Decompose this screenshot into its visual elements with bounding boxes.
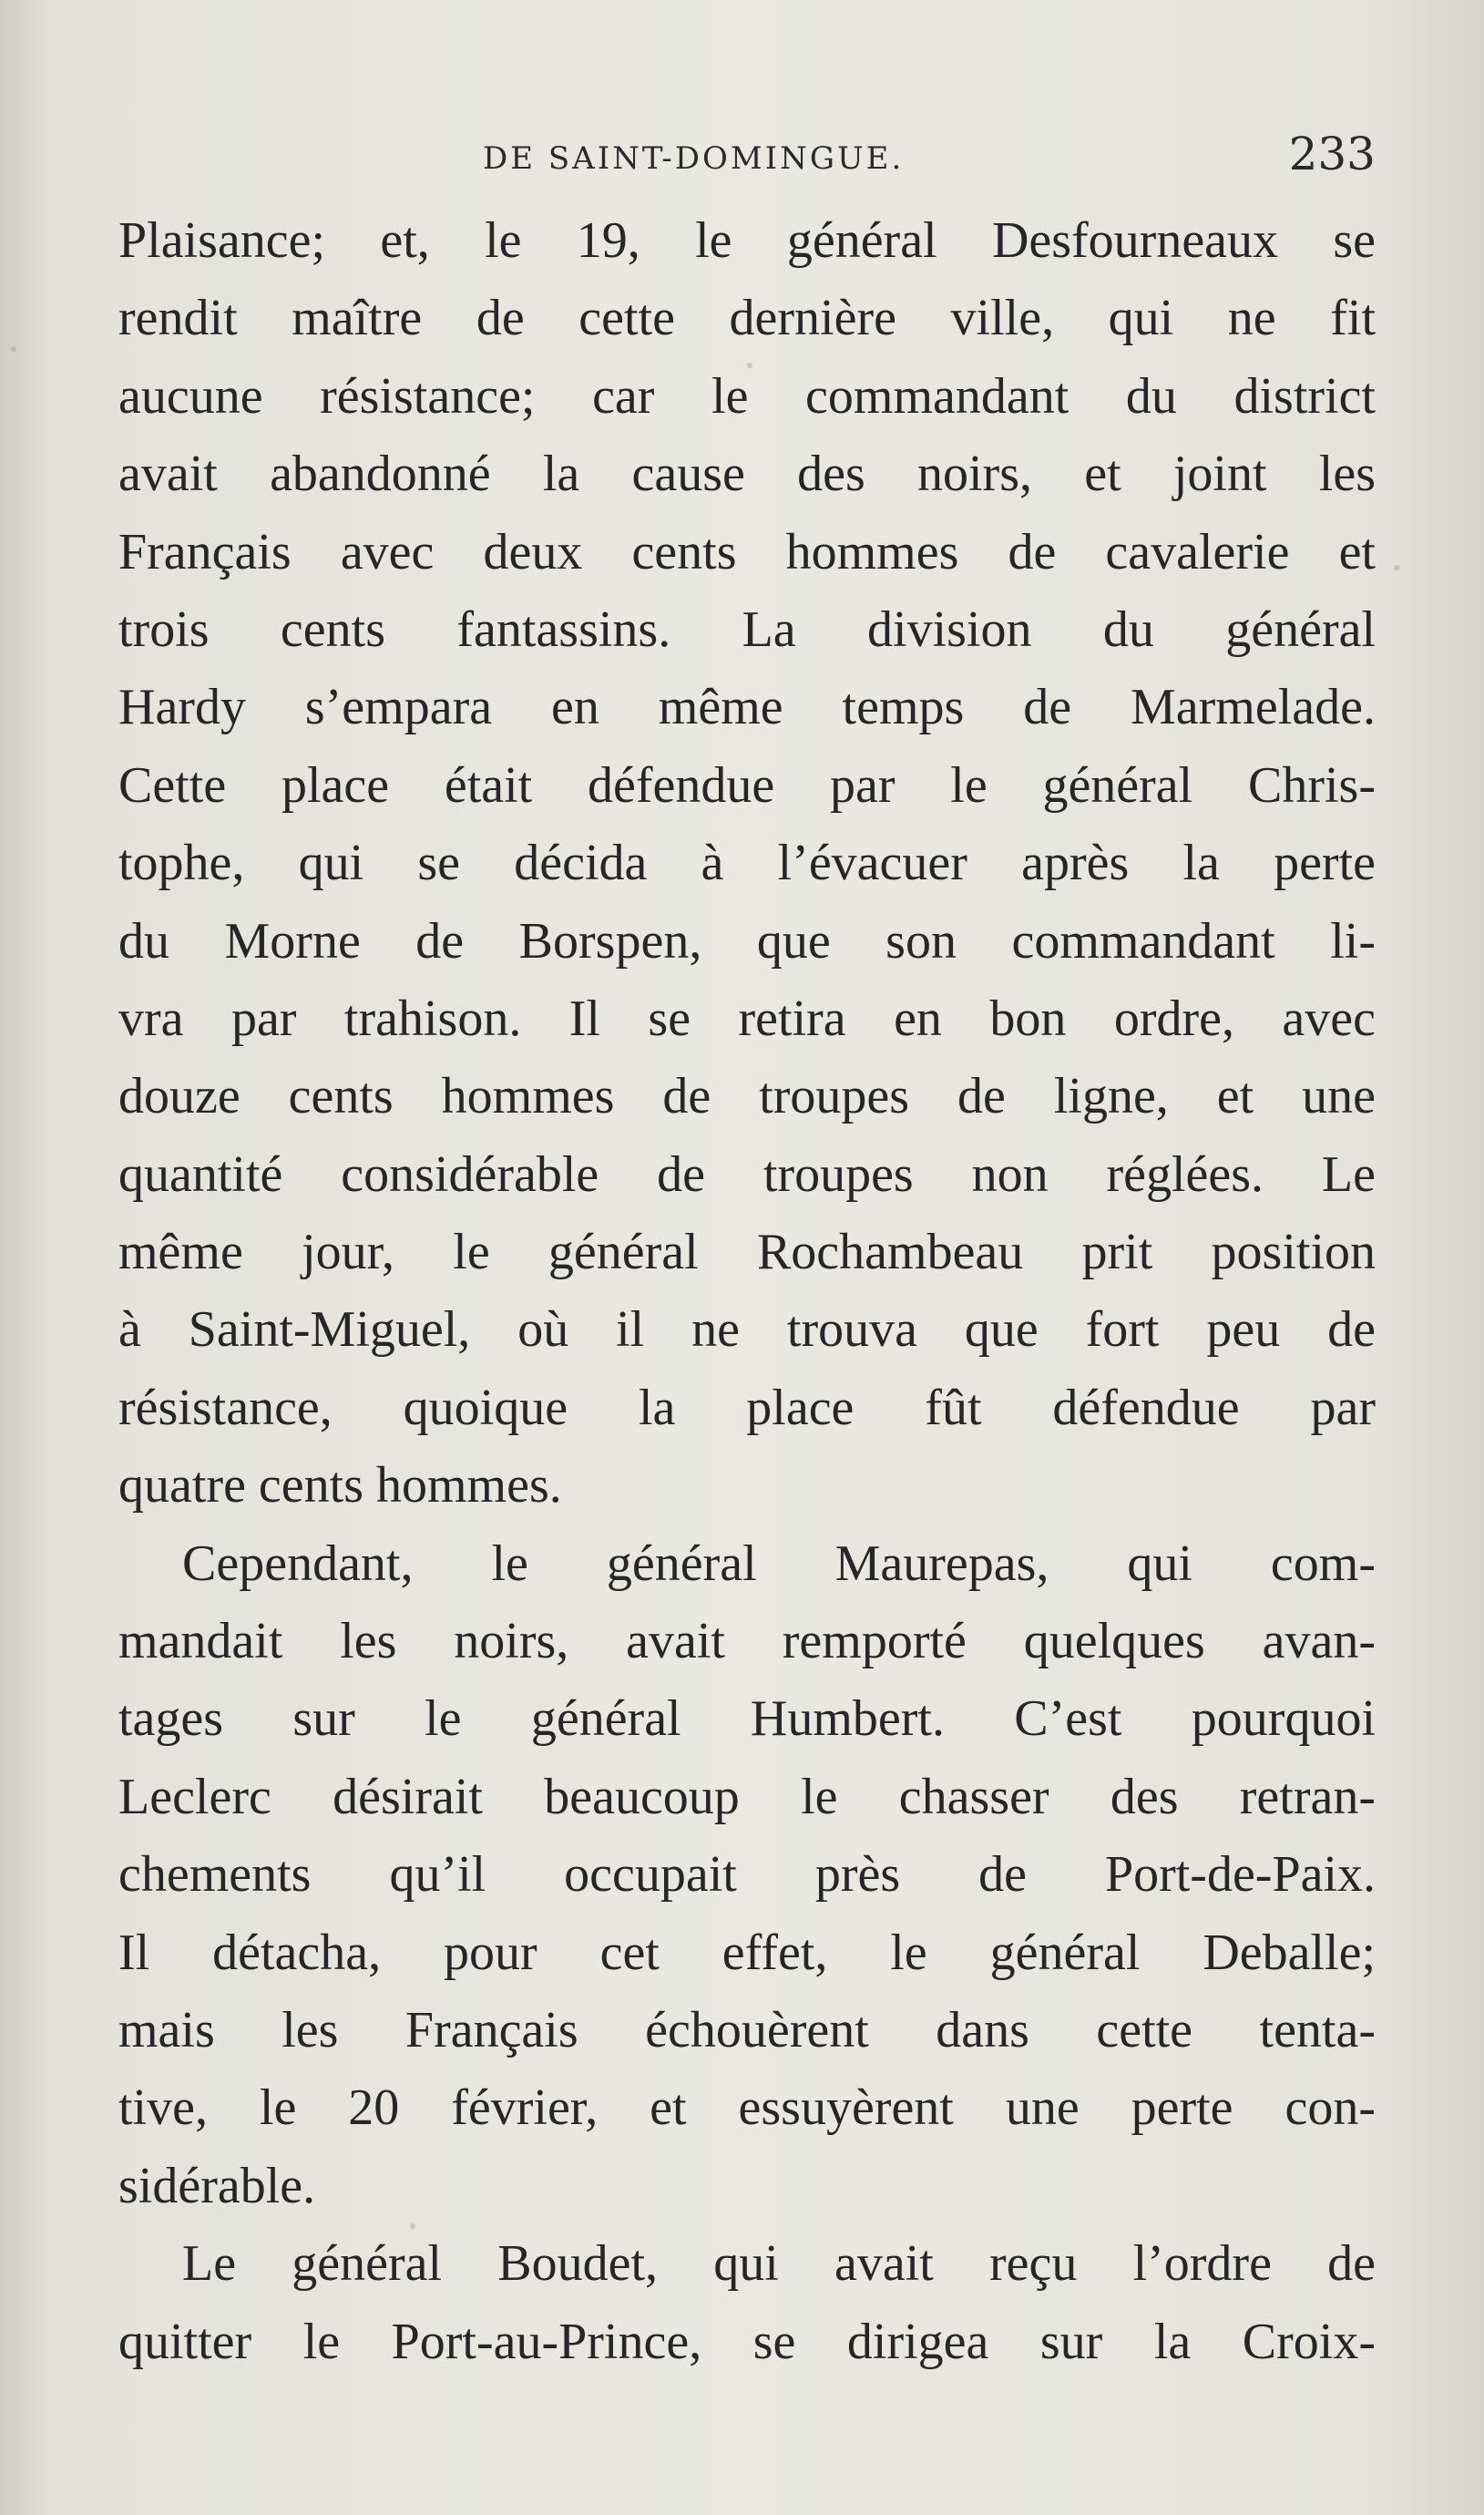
text-line: mandait les noirs, avait remporté quelques avan- bbox=[118, 1613, 1376, 1670]
paper-speck bbox=[1394, 565, 1399, 570]
text-line: quantité considérable de troupes non réglées. Le bbox=[118, 1145, 1376, 1203]
text-line: Français avec deux cents hommes de cavalerie et bbox=[118, 523, 1376, 580]
paragraph-end-line: sidérable. bbox=[118, 2157, 316, 2214]
text-line: vra par trahison. Il se retira en bon ordre, avec bbox=[118, 990, 1376, 1047]
text-line: tophe, qui se décida à l’évacuer après la perte bbox=[118, 835, 1376, 892]
page-number: 233 bbox=[1288, 128, 1376, 180]
paper-speck bbox=[747, 363, 752, 368]
paragraph-start-line: Cependant, le général Maurepas, qui com- bbox=[182, 1535, 1376, 1592]
page-header bbox=[118, 128, 1376, 191]
body-text bbox=[118, 202, 1376, 2381]
paper-speck bbox=[410, 2223, 415, 2229]
paragraph-start-line: Le général Boudet, qui avait reçu l’ordre de bbox=[182, 2235, 1376, 2293]
paragraph-end-line: quatre cents hommes. bbox=[118, 1457, 562, 1514]
text-line: rendit maître de cette dernière ville, qui ne fit bbox=[118, 290, 1376, 347]
text-line: Leclerc désirait beaucoup le chasser des retran- bbox=[118, 1768, 1376, 1825]
paper-speck bbox=[1366, 1093, 1372, 1099]
text-line: Plaisance; et, le 19, le général Desfourneaux se bbox=[118, 212, 1376, 269]
running-title: DE SAINT-DOMINGUE. bbox=[483, 140, 905, 177]
text-line: trois cents fantassins. La division du général bbox=[118, 601, 1376, 658]
text-line: tages sur le général Humbert. C’est pourquoi bbox=[118, 1690, 1376, 1748]
text-line: Cette place était défendue par le général Chris- bbox=[118, 756, 1376, 814]
text-line: avait abandonné la cause des noirs, et joint les bbox=[118, 446, 1376, 503]
text-line: tive, le 20 février, et essuyèrent une perte con- bbox=[118, 2079, 1376, 2137]
text-line: résistance, quoique la place fût défendue par bbox=[118, 1379, 1376, 1436]
text-line: mais les Français échouèrent dans cette tenta- bbox=[118, 2001, 1376, 2058]
paper-speck bbox=[11, 346, 16, 352]
text-line: douze cents hommes de troupes de ligne, et une bbox=[118, 1068, 1376, 1125]
text-line: Hardy s’empara en même temps de Marmelade. bbox=[118, 679, 1376, 736]
text-line: chements qu’il occupait près de Port-de-Paix. bbox=[118, 1846, 1376, 1904]
text-line: aucune résistance; car le commandant du district bbox=[118, 367, 1376, 425]
text-line: à Saint-Miguel, où il ne trouva que fort peu de bbox=[118, 1301, 1376, 1359]
text-line: Il détacha, pour cet effet, le général Deballe; bbox=[118, 1924, 1376, 1981]
text-line: quitter le Port-au-Prince, se dirigea sur la Croix- bbox=[118, 2313, 1376, 2370]
text-line: du Morne de Borspen, que son commandant li- bbox=[118, 912, 1376, 970]
text-line: même jour, le général Rochambeau prit position bbox=[118, 1224, 1376, 1281]
